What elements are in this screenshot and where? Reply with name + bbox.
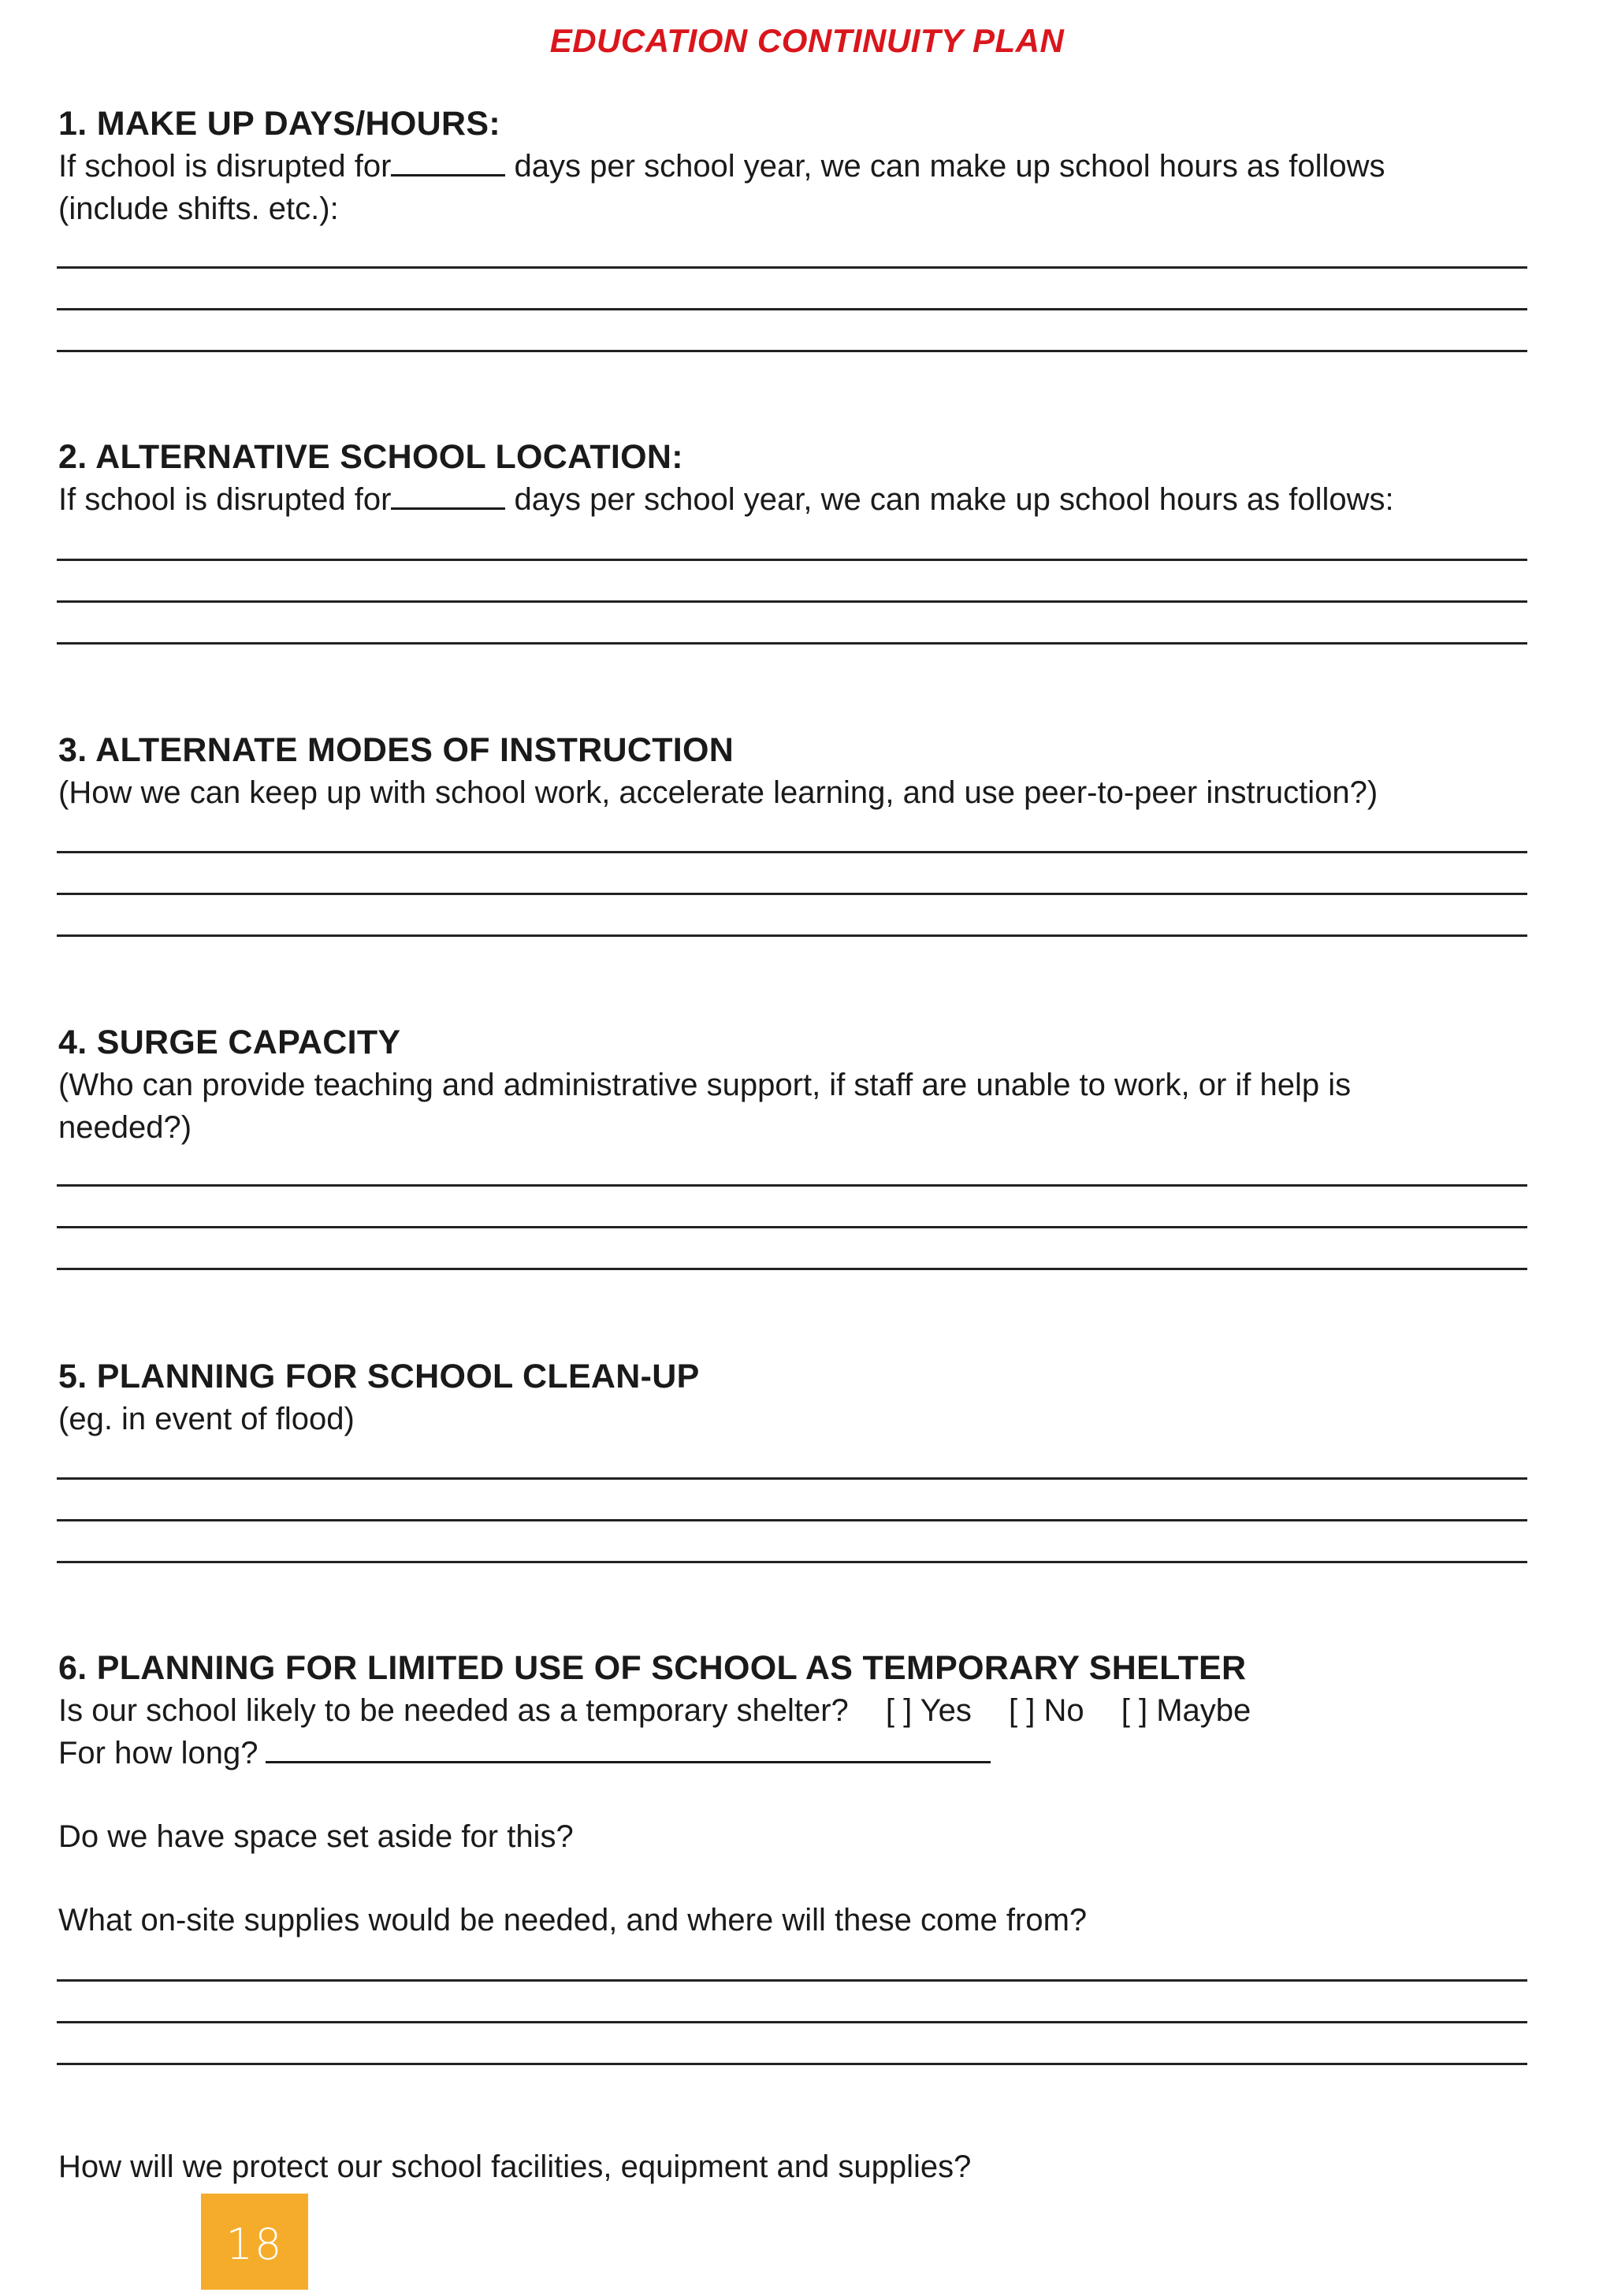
section-prompt: [58, 478, 1532, 521]
option-maybe-checkbox[interactable]: [ ] Maybe: [1121, 1693, 1251, 1728]
how-long-question: For how long?: [58, 1736, 258, 1770]
answer-line[interactable]: [57, 1561, 1527, 1563]
section-make-up-days: [58, 102, 1532, 230]
shelter-question: Is our school likely to be needed as a temporary shelter?: [58, 1693, 849, 1728]
space-question: Do we have space set aside for this?: [58, 1819, 574, 1854]
answer-line[interactable]: [57, 350, 1527, 352]
section-heading: 1. MAKE UP DAYS/HOURS:: [58, 105, 500, 143]
answer-line[interactable]: [57, 2063, 1527, 2065]
page-number-badge: 18: [201, 2194, 308, 2290]
answer-line[interactable]: [57, 2021, 1527, 2023]
prompt-text: days per school year, we can make up school hours as follows:: [505, 482, 1394, 517]
protect-question: How will we protect our school facilities, equipment and supplies?: [58, 2149, 972, 2184]
section-heading: 3. ALTERNATE MODES OF INSTRUCTION: [58, 731, 734, 769]
section-heading: 2. ALTERNATIVE SCHOOL LOCATION:: [58, 438, 683, 476]
section-temporary-shelter: [58, 1647, 1532, 1941]
how-long-row: [58, 1732, 1532, 1774]
answer-line[interactable]: [57, 1519, 1527, 1521]
answer-line[interactable]: [57, 266, 1527, 269]
answer-line[interactable]: [57, 642, 1527, 645]
answer-line[interactable]: [57, 893, 1527, 895]
section-prompt: (How we can keep up with school work, accelerate learning, and use peer-to-peer instruction?): [58, 775, 1378, 810]
section-alternative-location: [58, 436, 1532, 521]
answer-line[interactable]: [57, 1268, 1527, 1270]
section-heading: 6. PLANNING FOR LIMITED USE OF SCHOOL AS TEMPORARY SHELTER: [58, 1649, 1247, 1687]
answer-line[interactable]: [57, 600, 1527, 603]
answer-line[interactable]: [57, 308, 1527, 310]
answer-line[interactable]: [57, 1184, 1527, 1187]
how-long-blank-field[interactable]: [266, 1733, 991, 1763]
prompt-text: If school is disrupted for: [58, 482, 392, 517]
section-prompt-line2: (include shifts. etc.):: [58, 191, 339, 226]
answer-line[interactable]: [57, 1226, 1527, 1228]
section-prompt: (Who can provide teaching and administrative support, if staff are unable to work, or if help is needed?): [58, 1068, 1352, 1145]
answer-line[interactable]: [57, 559, 1527, 561]
section-alternate-modes: [58, 729, 1532, 814]
days-blank-field[interactable]: [391, 479, 505, 510]
section-surge-capacity: [58, 1021, 1532, 1149]
prompt-text: days per school year, we can make up school hours as follows: [505, 149, 1385, 184]
supplies-question: What on-site supplies would be needed, and where will these come from?: [58, 1903, 1088, 1937]
shelter-question-row: [58, 1689, 1532, 1732]
option-no-checkbox[interactable]: [ ] No: [1009, 1693, 1084, 1728]
section-clean-up: [58, 1355, 1532, 1440]
section-prompt: [58, 145, 1532, 188]
section-heading: 4. SURGE CAPACITY: [58, 1024, 401, 1061]
document-title: EDUCATION CONTINUITY PLAN: [549, 22, 1065, 59]
answer-line[interactable]: [57, 1477, 1527, 1480]
option-yes-checkbox[interactable]: [ ] Yes: [885, 1693, 972, 1728]
answer-line[interactable]: [57, 934, 1527, 937]
answer-line[interactable]: [57, 1979, 1527, 1982]
section-heading: 5. PLANNING FOR SCHOOL CLEAN-UP: [58, 1358, 700, 1395]
days-blank-field[interactable]: [391, 146, 505, 176]
prompt-text: If school is disrupted for: [58, 149, 392, 184]
section-prompt: (eg. in event of flood): [58, 1402, 355, 1436]
answer-line[interactable]: [57, 851, 1527, 853]
